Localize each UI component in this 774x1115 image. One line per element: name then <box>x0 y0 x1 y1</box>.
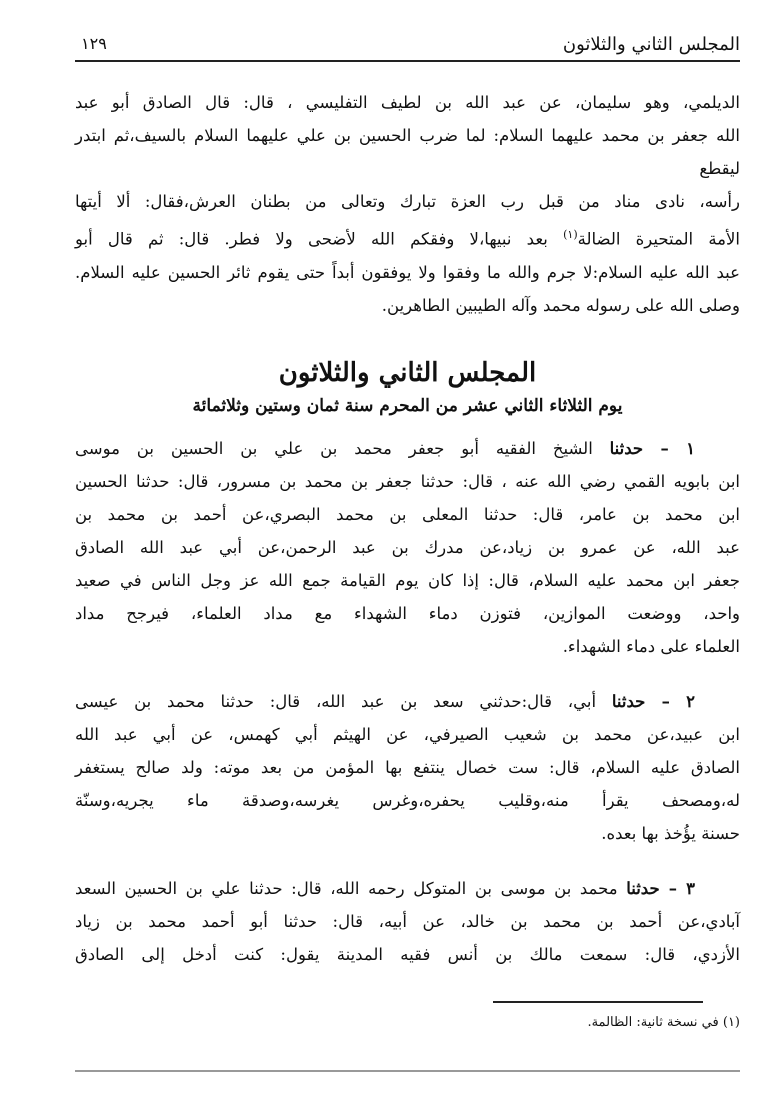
text-line: الديلمي، وهو سليمان، عن عبد الله بن لطيف التفليسي ، قال: قال الصادق أبو عبد <box>75 93 740 112</box>
text-fragment: محمد بن موسى بن المتوكل رحمه الله، قال: حدثنا علي بن الحسين السعد <box>75 878 618 898</box>
hadith-number: ٣ – حدثنا <box>626 878 695 898</box>
text-line: الصادق عليه السلام، قال: ست خصال ينتفع بها المؤمن من بعد موته: ولد صالح يستغفر <box>75 757 740 777</box>
chapter-title: المجلس الثاني والثلاثون <box>278 357 537 388</box>
text-line: ابن عبيد،عن محمد بن شعيب الصيرفي، عن الهيثم أبي كهمس، عن أبي عبد الله <box>75 724 740 744</box>
text-line: العلماء على دماء الشهداء. <box>562 636 740 656</box>
text-fragment: أبي، قال:حدثني سعد بن عبد الله، قال: حدثنا محمد بن عيسى <box>75 691 597 711</box>
page-edge <box>75 1070 740 1072</box>
text-line: عبد الله، عن عمرو بن زياد،عن مدرك بن عبد الرحمن،عن أبي عبد الله الصادق <box>75 537 740 557</box>
text-line <box>75 218 740 256</box>
running-header <box>75 30 740 62</box>
footnote: (١) في نسخة ثانية: الظالمة. <box>587 1014 740 1030</box>
text-line: آبادي،عن أحمد بن محمد بن خالد، عن أبيه، قال: حدثنا أبو أحمد محمد بن زياد <box>75 911 740 931</box>
text-line: الله جعفر بن محمد عليهما السلام: لما ضرب الحسين بن علي عليهما السلام بالسيف،ثم ابتدر ليقطع <box>75 126 740 178</box>
text-line: الأزدي، قال: سمعت مالك بن أنس فقيه المدينة يقول: كنت أدخل إلى الصادق <box>75 944 740 964</box>
text-fragment: الشيخ الفقيه أبو جعفر محمد بن علي بن الحسين بن موسى <box>75 438 593 458</box>
text-line <box>75 685 740 718</box>
text-line: له،ومصحف يقرأ منه،وقليب يحفره،وغرس يغرسه،وصدقة ماء يجريه،وسنّة <box>75 790 740 810</box>
footnote-reference: (١) <box>563 228 578 241</box>
text-line: وصلى الله على رسوله محمد وآله الطيبين الطاهرين. <box>381 295 740 315</box>
page-number: ١٢٩ <box>81 34 107 53</box>
text-line: عبد الله عليه السلام:لا جرم والله ما وفقوا ولا يوفقون أبداً حتى يقوم ثائر الحسين عليه السلام. <box>75 262 740 282</box>
hadith-1 <box>75 432 740 663</box>
hadith-number: ١ – حدثنا <box>609 438 695 458</box>
text-line: ابن بابويه القمي رضي الله عنه ، قال: حدثنا جعفر بن محمد بن مسرور، قال: حدثنا الحسين <box>75 471 740 491</box>
footnote-divider <box>493 1001 703 1003</box>
chapter-subtitle: يوم الثلاثاء الثاني عشر من المحرم سنة ثمان وستين وثلاثمائة <box>192 395 623 416</box>
text-line <box>75 872 740 905</box>
hadith-3 <box>75 872 740 971</box>
text-line: جعفر ابن محمد عليه السلام، قال: إذا كان يوم القيامة جمع الله عز وجل الناس في صعيد <box>75 570 740 590</box>
hadith-2 <box>75 685 740 850</box>
running-title: المجلس الثاني والثلاثون <box>562 34 740 55</box>
text-line: رأسه، نادى مناد من قبل رب العزة تبارك وتعالى من بطنان العرش،فقال: ألا أيتها <box>75 192 740 211</box>
text-line <box>75 432 740 465</box>
text-line: حسنة يؤُخذ بها بعده. <box>601 823 740 843</box>
text-fragment: الأمة المتحيرة الضالة <box>577 229 741 249</box>
text-line: واحد، ووضعت الموازين، فتوزن دماء الشهداء مع مداد العلماء، فيرجح مداد <box>75 603 740 623</box>
hadith-number: ٢ – حدثنا <box>611 691 695 711</box>
text-fragment: بعد نبيها،لا وفقكم الله لأضحى ولا فطر. قال: ثم قال أبو <box>75 229 548 249</box>
text-line: ابن محمد بن عامر، قال: حدثنا المعلى بن محمد البصري،عن أحمد بن محمد بن <box>75 504 740 524</box>
intro-paragraph <box>75 86 740 322</box>
